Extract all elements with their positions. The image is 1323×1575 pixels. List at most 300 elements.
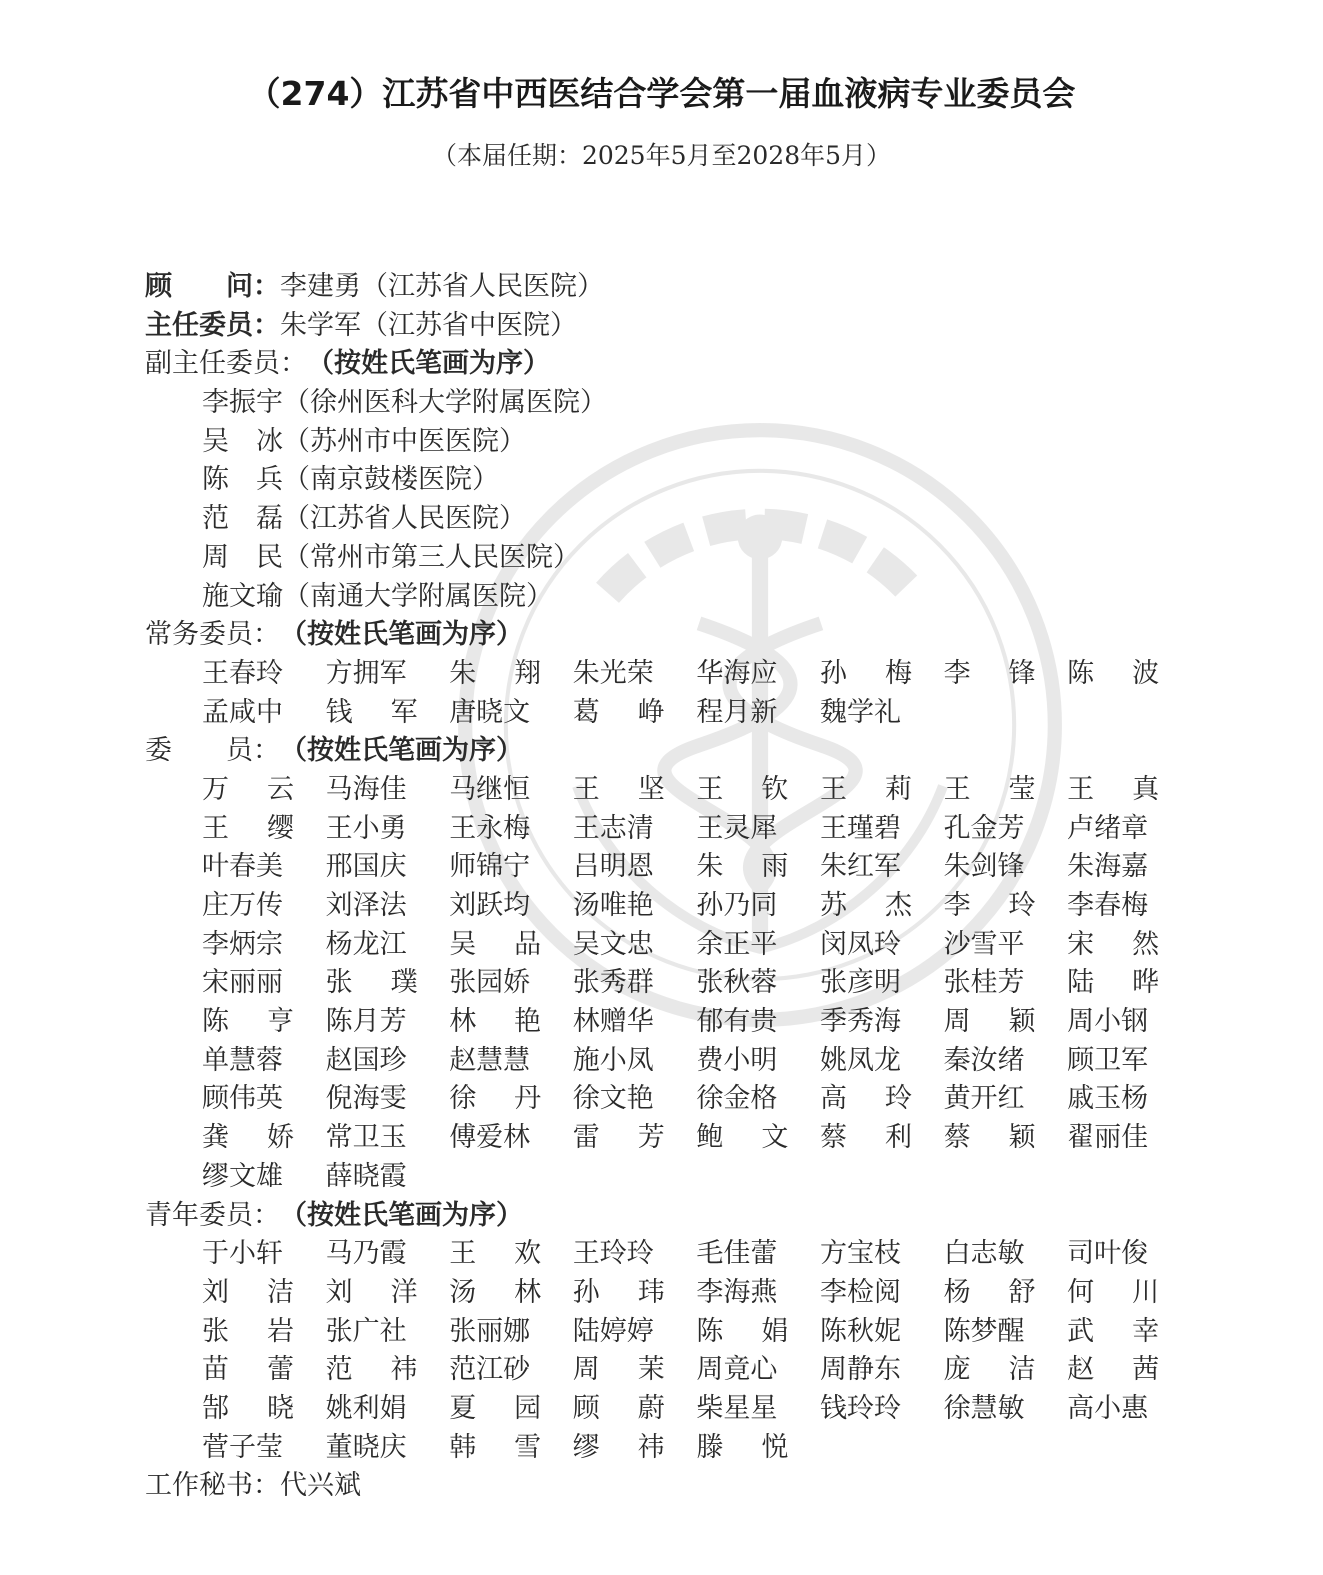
member-name: 高玲 <box>819 1083 912 1115</box>
member-name: 赵慧慧 <box>449 1044 531 1076</box>
member-name: 王莹 <box>943 773 1036 805</box>
member-name: 林赠华 <box>572 1006 654 1038</box>
member-name: 周小钢 <box>1067 1006 1149 1038</box>
name-grid <box>145 771 1185 1197</box>
member-name-cell <box>449 848 573 887</box>
member-name-cell <box>449 1235 573 1274</box>
member-name-cell <box>820 771 944 810</box>
member-name: 司叶俊 <box>1067 1238 1149 1270</box>
member-name-cell <box>820 810 944 849</box>
section-label: 常务委员： <box>145 619 280 651</box>
member-name: 徐金格 <box>696 1083 778 1115</box>
member-name-cell <box>202 1119 326 1158</box>
member-name-cell <box>573 1313 697 1352</box>
member-name-cell <box>573 1351 697 1390</box>
member-name: 顾卫军 <box>1067 1044 1149 1076</box>
member-name-cell <box>202 1390 326 1429</box>
member-name-cell <box>696 1235 820 1274</box>
member-name: 汤唯艳 <box>572 890 654 921</box>
member-name: 林艳 <box>449 1006 542 1038</box>
member-name-cell <box>202 926 326 965</box>
member-name-cell <box>944 771 1068 810</box>
member-name-cell <box>1067 1042 1191 1081</box>
member-name: 刘洋 <box>325 1276 418 1308</box>
member-name: 陈波 <box>1067 657 1160 689</box>
member-name-cell <box>820 694 944 733</box>
member-name: 郁有贵 <box>696 1006 778 1038</box>
member-name-cell <box>326 964 450 1003</box>
member-name-cell <box>696 655 820 694</box>
member-name-cell <box>449 1313 573 1352</box>
member-name-cell <box>573 1080 697 1119</box>
member-name-cell <box>944 1042 1068 1081</box>
member-name: 雷芳 <box>572 1122 665 1154</box>
member-name-cell <box>202 771 326 810</box>
member-name-cell <box>573 964 697 1003</box>
member-name: 缪祎 <box>572 1431 665 1463</box>
section-label: 顾 问： <box>145 271 280 302</box>
member-name: 翟丽佳 <box>1067 1122 1149 1154</box>
member-name-cell <box>449 1351 573 1390</box>
member-name-cell <box>944 655 1068 694</box>
member-name-cell <box>573 771 697 810</box>
section-heading-chair <box>145 307 1185 346</box>
member-name-cell <box>573 1274 697 1313</box>
member-name: 王志清 <box>572 812 654 844</box>
member-name: 顾蔚 <box>572 1392 665 1424</box>
member-name: 庄万传 <box>202 890 283 921</box>
member-name-cell <box>573 1042 697 1081</box>
member-name: 蔡颖 <box>943 1122 1036 1154</box>
member-name-cell <box>944 1119 1068 1158</box>
member-name-cell <box>449 1003 573 1042</box>
page-title: （274）江苏省中西医结合学会第一届血液病专业委员会 <box>247 74 1076 113</box>
member-name: 郜晓 <box>202 1392 294 1424</box>
member-name: 张园娇 <box>449 967 531 999</box>
member-name-cell <box>449 1042 573 1081</box>
section-label: 主任委员： <box>145 309 280 341</box>
member-name: 徐文艳 <box>572 1083 654 1115</box>
member-name-cell <box>202 964 326 1003</box>
member-name: 叶春美 <box>202 851 283 883</box>
member-name-cell <box>449 655 573 694</box>
member-name-cell <box>326 1274 450 1313</box>
member-name-cell <box>820 1351 944 1390</box>
member-name: 季秀海 <box>819 1006 901 1038</box>
member-name-cell <box>696 810 820 849</box>
member-name-cell <box>326 1429 450 1468</box>
member-name: 邢国庆 <box>325 851 407 883</box>
member-name: 杨舒 <box>943 1276 1036 1308</box>
member-name: 王欢 <box>449 1238 542 1270</box>
member-name: 徐丹 <box>449 1083 542 1115</box>
member-name-cell <box>449 1274 573 1313</box>
member-name: 滕悦 <box>696 1431 789 1463</box>
member-name-cell <box>202 848 326 887</box>
member-name-cell <box>573 887 697 926</box>
member-name-cell <box>202 1003 326 1042</box>
member-name-cell <box>202 1235 326 1274</box>
member-name-cell <box>696 964 820 1003</box>
member-name-cell <box>696 1274 820 1313</box>
member-name-cell <box>573 1003 697 1042</box>
member-name-cell <box>326 655 450 694</box>
member-name: 蔡利 <box>819 1122 912 1154</box>
member-name: 何川 <box>1067 1276 1160 1308</box>
member-name-cell <box>820 926 944 965</box>
member-name: 王坚 <box>572 773 665 805</box>
member-name-cell <box>820 655 944 694</box>
member-name-cell <box>326 848 450 887</box>
member-name-cell <box>202 1351 326 1390</box>
member-name: 朱雨 <box>696 851 789 883</box>
member-name: 王永梅 <box>449 812 531 844</box>
member-name: 马乃霞 <box>325 1238 407 1270</box>
member-name: 王瑾碧 <box>819 812 901 844</box>
member-name-cell <box>820 1080 944 1119</box>
member-name: 马继恒 <box>449 773 531 805</box>
member-name-cell <box>326 1351 450 1390</box>
member-name: 王小勇 <box>325 812 407 844</box>
member-name-cell <box>573 810 697 849</box>
section-heading-members <box>145 732 1185 771</box>
member-name-cell <box>696 1042 820 1081</box>
member-name-cell <box>696 1313 820 1352</box>
member-name: 张桂芳 <box>943 967 1025 999</box>
member-name: 王玲玲 <box>572 1238 654 1270</box>
member-name-cell <box>944 1313 1068 1352</box>
member-name: 于小轩 <box>202 1238 283 1270</box>
member-name-cell <box>820 1042 944 1081</box>
member-name: 吴文忠 <box>572 928 654 960</box>
member-name: 缪文雄 <box>202 1160 283 1192</box>
member-name-cell <box>1067 1080 1191 1119</box>
member-name: 朱光荣 <box>572 657 654 689</box>
member-name: 马海佳 <box>325 773 407 805</box>
member-name-cell <box>696 1080 820 1119</box>
member-name: 赵茜 <box>1067 1354 1160 1386</box>
member-name: 张岩 <box>202 1315 294 1347</box>
member-name-cell <box>449 926 573 965</box>
member-name: 唐晓文 <box>449 696 531 728</box>
member-name-cell <box>1067 810 1191 849</box>
member-name-cell <box>449 1080 573 1119</box>
member-list <box>145 268 1185 1506</box>
member-name-cell <box>326 1080 450 1119</box>
member-name-cell <box>1067 1313 1191 1352</box>
order-note: （按姓氏笔画为序） <box>280 1199 523 1231</box>
member-name: 薛晓霞 <box>325 1160 407 1192</box>
member-name-cell <box>449 771 573 810</box>
member-name: 鲍文 <box>696 1122 789 1154</box>
member-name: 朱剑锋 <box>943 851 1025 883</box>
member-name: 王钦 <box>696 773 789 805</box>
member-name: 张秀群 <box>572 967 654 999</box>
member-name: 余正平 <box>696 928 778 960</box>
member-name-cell <box>696 1390 820 1429</box>
member-name: 吕明恩 <box>572 851 654 883</box>
member-name-cell <box>1067 1390 1191 1429</box>
member-name: 张广社 <box>325 1315 407 1347</box>
member-name: 夏园 <box>449 1392 542 1424</box>
member-name-cell <box>449 810 573 849</box>
vice-chair-entry: 范 磊（江苏省人民医院） <box>202 503 526 535</box>
member-name-cell <box>696 926 820 965</box>
member-name: 孔金芳 <box>943 812 1025 844</box>
member-name-cell <box>202 1274 326 1313</box>
member-name: 柴星星 <box>696 1392 778 1424</box>
member-name-cell <box>326 1390 450 1429</box>
section-label: 委 员： <box>145 735 280 767</box>
member-name: 刘泽法 <box>325 890 407 921</box>
order-note: （按姓氏笔画为序） <box>280 619 523 651</box>
member-name-cell <box>944 848 1068 887</box>
member-name-cell <box>573 848 697 887</box>
section-heading-vice-chairs <box>145 345 1185 384</box>
member-name-cell <box>202 810 326 849</box>
member-name: 菅子莹 <box>202 1431 283 1463</box>
member-name: 沙雪平 <box>943 928 1025 960</box>
member-name-cell <box>820 1313 944 1352</box>
member-name-cell <box>449 1429 573 1468</box>
name-grid <box>145 1235 1185 1467</box>
name-grid <box>145 655 1185 732</box>
member-name: 龚娇 <box>202 1122 294 1154</box>
member-name-cell <box>696 1429 820 1468</box>
member-name-cell <box>202 694 326 733</box>
member-name-cell <box>449 1119 573 1158</box>
member-name: 施小凤 <box>572 1044 654 1076</box>
member-name-cell <box>944 1351 1068 1390</box>
member-name: 宋然 <box>1067 928 1160 960</box>
section-heading-standing-members <box>145 616 1185 655</box>
member-name-cell <box>1067 887 1191 926</box>
member-name: 葛峥 <box>572 696 665 728</box>
member-name-cell <box>944 1235 1068 1274</box>
member-name: 王缨 <box>202 812 294 844</box>
member-name: 张彦明 <box>819 967 901 999</box>
member-name: 方宝枝 <box>819 1238 901 1270</box>
member-name-cell <box>944 926 1068 965</box>
section-heading-secretary <box>145 1467 1185 1506</box>
member-name-cell <box>944 810 1068 849</box>
member-name-cell <box>326 1313 450 1352</box>
member-name: 孟咸中 <box>202 696 283 728</box>
member-name: 孙乃同 <box>696 890 778 921</box>
member-name-cell <box>326 694 450 733</box>
order-note: （按姓氏笔画为序） <box>280 735 523 767</box>
member-name-cell <box>326 771 450 810</box>
member-name: 陈亨 <box>202 1006 294 1038</box>
member-name: 苏杰 <box>819 890 912 921</box>
member-name-cell <box>1067 771 1191 810</box>
member-name-cell <box>696 887 820 926</box>
member-name: 傅爱林 <box>449 1122 531 1154</box>
member-name-cell <box>1067 964 1191 1003</box>
member-name-cell <box>202 887 326 926</box>
member-name-cell <box>326 1119 450 1158</box>
member-name: 周静东 <box>819 1354 901 1386</box>
member-name: 王真 <box>1067 773 1160 805</box>
member-name-cell <box>1067 1003 1191 1042</box>
section-heading-youth-members <box>145 1197 1185 1236</box>
member-name: 毛佳蕾 <box>696 1238 778 1270</box>
member-name: 闵凤玲 <box>819 928 901 960</box>
member-name-cell <box>326 1042 450 1081</box>
member-name-cell <box>449 1390 573 1429</box>
member-name-cell <box>1067 1351 1191 1390</box>
member-name-cell <box>1067 1235 1191 1274</box>
member-name-cell <box>573 1390 697 1429</box>
member-name-cell <box>696 848 820 887</box>
member-name: 刘洁 <box>202 1276 294 1308</box>
member-name-cell <box>696 1119 820 1158</box>
member-name-cell <box>202 1158 326 1197</box>
vice-chair-entry: 吴 冰（苏州市中医医院） <box>202 425 526 457</box>
member-name-cell <box>449 694 573 733</box>
member-name: 陆晔 <box>1067 967 1160 999</box>
member-name-cell <box>573 694 697 733</box>
member-name: 李检阅 <box>819 1276 901 1308</box>
member-name: 张丽娜 <box>449 1315 531 1347</box>
member-name: 陈秋妮 <box>819 1315 901 1347</box>
member-name: 陈月芳 <box>325 1006 407 1038</box>
member-name: 钱军 <box>325 696 418 728</box>
member-name-cell <box>820 1235 944 1274</box>
member-name: 周颖 <box>943 1006 1036 1038</box>
member-name: 白志敏 <box>943 1238 1025 1270</box>
member-name: 朱海嘉 <box>1067 851 1149 883</box>
member-name-cell <box>202 655 326 694</box>
member-name: 常卫玉 <box>325 1122 407 1154</box>
member-name: 宋丽丽 <box>202 967 283 999</box>
member-name: 万云 <box>202 773 294 805</box>
vice-chair-entry: 周 民（常州市第三人民医院） <box>202 541 580 573</box>
member-name: 朱翔 <box>449 657 542 689</box>
member-name: 韩雪 <box>449 1431 542 1463</box>
member-name: 钱玲玲 <box>819 1392 901 1424</box>
member-name-cell <box>202 1429 326 1468</box>
member-name: 黄开红 <box>943 1083 1025 1115</box>
member-name: 姚利娟 <box>325 1392 407 1424</box>
member-name: 赵国珍 <box>325 1044 407 1076</box>
member-name-cell <box>820 1119 944 1158</box>
member-name: 方拥军 <box>325 657 407 689</box>
member-name-cell <box>696 771 820 810</box>
member-name-cell <box>449 964 573 1003</box>
member-name-cell <box>820 1003 944 1042</box>
section-value: 李建勇（江苏省人民医院） <box>280 271 604 302</box>
member-name: 杨龙江 <box>325 928 407 960</box>
member-name: 朱红军 <box>819 851 901 883</box>
member-name: 张秋蓉 <box>696 967 778 999</box>
member-name: 刘跃均 <box>449 890 531 921</box>
member-name: 孙玮 <box>572 1276 665 1308</box>
member-name: 周竟心 <box>696 1354 778 1386</box>
member-name: 王莉 <box>819 773 912 805</box>
member-name-cell <box>573 1119 697 1158</box>
member-name: 戚玉杨 <box>1067 1083 1149 1115</box>
member-name-cell <box>202 1313 326 1352</box>
section-label: 工作秘书： <box>145 1470 280 1502</box>
member-name-cell <box>326 887 450 926</box>
vice-chair-entry: 陈 兵（南京鼓楼医院） <box>202 464 499 496</box>
member-name-cell <box>573 1429 697 1468</box>
member-name: 姚凤龙 <box>819 1044 901 1076</box>
section-label: 青年委员： <box>145 1199 280 1231</box>
member-name: 苗蕾 <box>202 1354 294 1386</box>
member-name: 王灵犀 <box>696 812 778 844</box>
member-name-cell <box>696 1351 820 1390</box>
member-name-cell <box>573 926 697 965</box>
member-name: 单慧蓉 <box>202 1044 283 1076</box>
member-name: 庞洁 <box>943 1354 1036 1386</box>
member-name: 高小惠 <box>1067 1392 1149 1424</box>
member-name: 倪海雯 <box>325 1083 407 1115</box>
member-name: 范江砂 <box>449 1354 531 1386</box>
member-name: 卢绪章 <box>1067 812 1149 844</box>
member-name-cell <box>820 964 944 1003</box>
member-name: 张璞 <box>325 967 418 999</box>
member-name: 范祎 <box>325 1354 418 1386</box>
section-value: 代兴斌 <box>280 1470 361 1502</box>
member-name: 李玲 <box>943 890 1036 921</box>
member-name-cell <box>1067 848 1191 887</box>
member-name-cell <box>696 694 820 733</box>
member-name-cell <box>573 1235 697 1274</box>
member-name: 魏学礼 <box>819 696 901 728</box>
section-value: 朱学军（江苏省中医院） <box>280 309 577 341</box>
member-name-cell <box>944 887 1068 926</box>
member-name-cell <box>449 887 573 926</box>
member-name-cell <box>202 1080 326 1119</box>
member-name-cell <box>326 1003 450 1042</box>
member-name-cell <box>820 848 944 887</box>
member-name-cell <box>944 1274 1068 1313</box>
member-name-cell <box>944 1080 1068 1119</box>
member-name-cell <box>573 655 697 694</box>
member-name-cell <box>820 1390 944 1429</box>
member-name-cell <box>820 1274 944 1313</box>
member-name-cell <box>202 1042 326 1081</box>
member-name: 武幸 <box>1067 1315 1160 1347</box>
member-name-cell <box>820 887 944 926</box>
member-name-cell <box>944 1390 1068 1429</box>
member-name: 王春玲 <box>202 657 283 689</box>
member-name: 孙梅 <box>819 657 912 689</box>
member-name: 李炳宗 <box>202 928 283 960</box>
member-name: 董晓庆 <box>325 1431 407 1463</box>
member-name: 陆婷婷 <box>572 1315 654 1347</box>
vice-chair-entry: 施文瑜（南通大学附属医院） <box>202 580 553 612</box>
order-note: （按姓氏笔画为序） <box>307 348 550 380</box>
section-heading-advisor <box>145 268 1185 307</box>
member-name-cell <box>1067 1119 1191 1158</box>
member-name: 程月新 <box>696 696 778 728</box>
member-name: 李春梅 <box>1067 890 1149 921</box>
member-name-cell <box>696 1003 820 1042</box>
member-name-cell <box>326 926 450 965</box>
member-name: 李海燕 <box>696 1276 778 1308</box>
member-name: 汤林 <box>449 1276 542 1308</box>
member-name: 师锦宁 <box>449 851 531 883</box>
term-subtitle: （本届任期：2025年5月至2028年5月） <box>431 141 892 170</box>
member-name: 陈梦醒 <box>943 1315 1025 1347</box>
member-name: 周茉 <box>572 1354 665 1386</box>
member-name-cell <box>944 1003 1068 1042</box>
member-name: 陈娟 <box>696 1315 789 1347</box>
member-name: 徐慧敏 <box>943 1392 1025 1424</box>
